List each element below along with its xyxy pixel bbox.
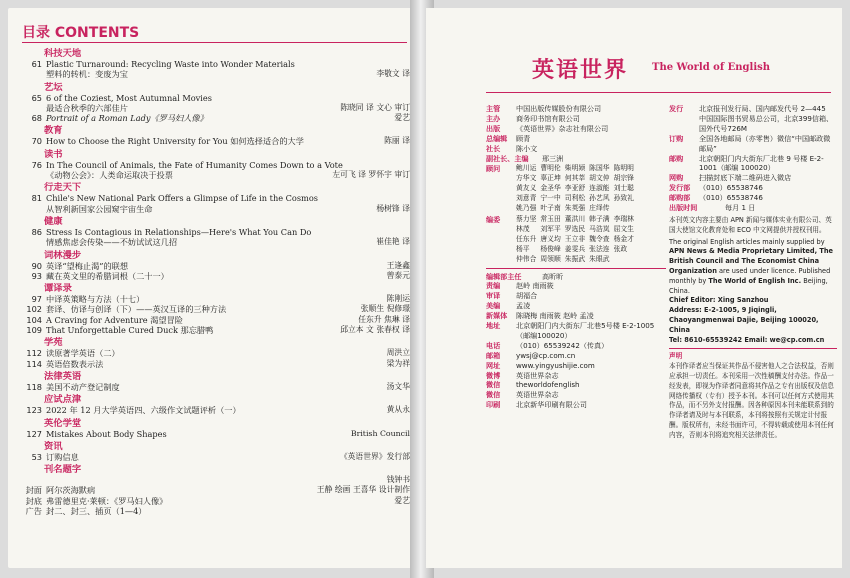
page-number: 53 xyxy=(31,451,42,462)
page-number: 76 xyxy=(31,159,42,170)
article-credit: 汤文华 xyxy=(386,381,410,391)
toc-entry[interactable] xyxy=(22,136,410,146)
person-name: 胡文仲 xyxy=(589,174,610,183)
article-credit: 爱艺 xyxy=(394,113,410,123)
article-title: Chile's New National Park Offers a Glimpse of Life in the Cosmos xyxy=(46,193,318,204)
person-name: 陈国华 xyxy=(589,164,610,173)
toc-entry[interactable] xyxy=(22,325,410,335)
person-name: 周领顺 xyxy=(540,254,561,263)
toc-entry[interactable] xyxy=(22,227,410,248)
distribution-row: 发行部 （010）65538746 xyxy=(669,183,763,193)
article-title: That Unforgettable Cured Duck 那忘腊鸭 xyxy=(46,325,214,336)
person-name: 王立非 xyxy=(564,234,586,243)
person-name: 朱英强 xyxy=(564,204,586,213)
article-title: 读原著学英语（二） xyxy=(46,348,120,359)
page-number: 118 xyxy=(26,381,42,392)
page-number xyxy=(22,475,46,485)
article-title: 中译英策略与方法（十七） xyxy=(46,294,145,305)
page-number: 封底 xyxy=(25,495,42,506)
page-number: 90 xyxy=(31,260,42,271)
distribution-row: 中国国际图书贸易总公司，北京399信箱、国外代号726M xyxy=(699,113,834,133)
page-number: 81 xyxy=(31,193,42,204)
article-title: Plastic Turnaround: Recycling Waste into Wonder Materials xyxy=(46,59,295,69)
staff-row: 邮箱 ywsj@cp.com.cn xyxy=(486,350,576,360)
masthead-row: 总编辑 顾青 xyxy=(486,133,531,143)
staff-row: 微信 英语世界杂志 xyxy=(486,390,559,400)
staff-row: 微博 英语世界杂志 xyxy=(486,370,559,380)
staff-row: 责编 赵岭 南雨筱 xyxy=(486,281,554,291)
page-number: 127 xyxy=(26,428,42,439)
masthead-row: 社长 陈小文 xyxy=(486,143,538,153)
section-heading: 法律英语 xyxy=(44,370,82,382)
person-name: 董洪川 xyxy=(564,214,586,223)
toc-entry[interactable] xyxy=(22,93,410,114)
article-credit: 陈丽 译 xyxy=(384,136,410,146)
person-name: 仲伟合 xyxy=(516,254,537,263)
masthead-right-column xyxy=(669,104,837,441)
article-title: 订购信息 xyxy=(46,451,79,462)
staff-row: 电话 （010）65539242（传真） xyxy=(486,340,609,350)
staff-row: 微信 theworldofenglish xyxy=(486,380,580,390)
person-name: 罗选民 xyxy=(564,224,586,233)
distribution-row: 发行 北京报刊发行局、国内邮发代号 2—445 xyxy=(669,104,826,113)
article-credit: 陈晓同 译 文心 审订 xyxy=(340,102,410,112)
section-heading: 谭译录 xyxy=(44,283,72,295)
article-title: 6 of the Coziest, Most Autumnal Movies xyxy=(46,92,212,103)
person-name: 连淑能 xyxy=(589,184,610,193)
person-name: 刘意青 xyxy=(516,194,537,203)
editors-list: 编委 蔡力坚 常玉田 董洪川 韩子满 李瑞林 林茂 刘军平 罗选民 马浩岚 屈文生 任东升 唐义均 王立非 魏令查 杨金才 杨平 杨俊峰 姜雯兵 张法连 张政 仲伟合 周领顺 朱振武 朱眼武 xyxy=(486,214,634,263)
article-title: 2022 年 12 月大学英语四、六级作文试题评析（一） xyxy=(46,405,241,416)
article-credit: 梁为祥 xyxy=(386,358,410,368)
toc-entry[interactable] xyxy=(22,475,410,485)
toc-entry[interactable] xyxy=(22,160,410,181)
person-name: 姜雯兵 xyxy=(564,244,586,253)
article-credit: 曾泰元 xyxy=(386,270,410,280)
article-title: 情感焦虑会传染——不妨试试这几招 xyxy=(46,237,178,248)
page-number: 广告 xyxy=(25,506,42,517)
person-name: 刘士聪 xyxy=(613,184,634,193)
person-name: 杨金才 xyxy=(613,234,634,243)
logo-divider xyxy=(486,92,831,93)
page-number: 102 xyxy=(26,304,42,315)
person-name: 庄绎传 xyxy=(589,204,610,213)
person-name: 辜正坤 xyxy=(540,174,561,183)
article-credit: 杨树锋 译 xyxy=(376,203,410,213)
content-source-notice-cn: 本刊英文内容主要由 APN 新闻与媒体实业有限公司、英国大使馆文化教育处和 ECO 中文网提供并授权刊用。 xyxy=(669,215,832,234)
article-title: In The Council of Animals, the Fate of Humanity Comes Down to a Vote xyxy=(46,159,343,170)
article-credit: 崔佳艳 译 xyxy=(376,237,410,247)
page-number: 68 xyxy=(31,113,42,124)
english-contact: Tel: 8610-65539242 Email: we@cp.com.cn xyxy=(669,335,825,344)
person-name: 司利松 xyxy=(564,194,586,203)
toc-entry[interactable] xyxy=(22,59,410,80)
statement-label: 声明 xyxy=(669,352,683,361)
section-heading: 刊名题字 xyxy=(44,464,82,476)
magazine-logo: 英语世界 xyxy=(532,57,629,83)
person-name: 曹明伦 xyxy=(540,164,561,173)
article-title: 最适合秋季的六部佳片 xyxy=(46,102,128,113)
person-name: 方华文 xyxy=(516,174,537,183)
page-number: 93 xyxy=(31,270,42,281)
person-name: 黄友义 xyxy=(516,184,537,193)
chief-editor: Chief Editor: Xing Sanzhou xyxy=(669,296,769,305)
article-credit: 王逢鑫 xyxy=(386,260,410,270)
article-credit: 黄从永 xyxy=(386,405,410,415)
article-title: 套译、仿译与创译（下）——英汉互译的三种方法 xyxy=(46,304,227,315)
contents-title: 目录 CONTENTS xyxy=(22,25,140,41)
table-of-contents xyxy=(22,46,410,516)
person-name: 任东升 xyxy=(516,234,537,243)
article-credit: 陈刚运 xyxy=(386,294,410,304)
toc-entry[interactable] xyxy=(22,452,410,462)
section-heading: 教育 xyxy=(44,125,63,137)
distribution-row: 订购 全国各地邮局（亦零售）微信“中国邮政微邮局” xyxy=(669,133,831,153)
page-number: 86 xyxy=(31,226,42,237)
distribution-row: 邮购 北京朝阳门内大街东厂北巷 9 号楼 E-2-1001（邮编 100020） xyxy=(669,153,824,173)
person-name: 姚乃强 xyxy=(516,204,537,213)
page-number: 112 xyxy=(26,348,42,359)
article-credit: 王静 绘画 王喜华 设计制作 xyxy=(316,485,410,495)
toc-entry[interactable] xyxy=(22,261,410,271)
person-name: 蔡力坚 xyxy=(516,214,537,223)
distribution-row: 出版时间 每月 1 日 xyxy=(669,203,756,213)
section-heading: 资讯 xyxy=(44,440,63,452)
person-name: 柴明颎 xyxy=(564,164,586,173)
toc-entry[interactable] xyxy=(22,506,410,516)
article-title: 英译“望梅止渴”的联想 xyxy=(46,260,129,271)
staff-row: 网址 www.yingyushijie.com xyxy=(486,360,595,370)
article-title: 英语倍数表示法 xyxy=(46,358,104,369)
person-name: 马浩岚 xyxy=(589,224,610,233)
person-name: 朱振武 xyxy=(564,254,586,263)
toc-entry[interactable] xyxy=(22,193,410,214)
page-number: 封面 xyxy=(25,485,42,496)
toc-entry[interactable] xyxy=(22,382,410,392)
page-number: 109 xyxy=(26,325,42,336)
article-title: 从智利新国家公园窥宇宙生命 xyxy=(46,203,153,214)
staff-row: 美编 孟凌 xyxy=(486,301,531,311)
article-credit: British Council xyxy=(350,428,410,438)
page-number: 104 xyxy=(26,314,42,325)
article-title: 塑料的转机：变废为宝 xyxy=(46,69,128,80)
distribution-row: 邮购部 （010）65538746 xyxy=(669,193,763,203)
article-credit: 邱立本 文 张春权 译 xyxy=(340,325,410,335)
person-name: 李瑞林 xyxy=(613,214,634,223)
masthead-row: 出版 《英语世界》杂志社有限公司 xyxy=(486,123,609,133)
toc-entry[interactable] xyxy=(22,113,410,123)
staff-row: 新媒体 陈晓梅 南雨筱 赵岭 孟凌 xyxy=(486,311,594,321)
contents-page xyxy=(8,8,416,568)
section-heading: 学苑 xyxy=(44,337,63,349)
toc-entry[interactable] xyxy=(22,348,410,358)
person-name: 刘军平 xyxy=(540,224,561,233)
person-name: 宁一中 xyxy=(540,194,561,203)
person-name: 叶子南 xyxy=(540,204,561,213)
person-name: 朱眼武 xyxy=(589,254,610,263)
person-name: 杨平 xyxy=(516,244,530,253)
toc-entry[interactable] xyxy=(22,496,410,506)
person-name: 陈明明 xyxy=(613,164,634,173)
section-heading: 科技天地 xyxy=(44,48,82,59)
article-credit: 左可飞 译 罗怀宇 审订 xyxy=(332,170,410,180)
toc-entry[interactable] xyxy=(22,485,410,495)
content-source-notice-en: The original English articles mainly supplied by APN News & Media Proprietary Limited, The British Council and The Economist China Organization are used under licence. Published monthly by The World of English Inc. Beijing, China. xyxy=(669,237,834,295)
article-title: Portrait of a Roman Lady《罗马妇人像》 xyxy=(46,113,208,124)
section-heading: 英伦学堂 xyxy=(44,417,82,429)
masthead-row: 主管 中国出版传媒股份有限公司 xyxy=(486,104,602,113)
section-heading: 艺坛 xyxy=(44,81,63,93)
section-heading: 应试点津 xyxy=(44,394,82,406)
masthead-left-column xyxy=(486,104,666,410)
page-number: 61 xyxy=(31,59,42,69)
staff-row: 编辑部主任 高昕昕 xyxy=(486,271,564,281)
toc-entry[interactable] xyxy=(22,359,410,369)
person-name: 韩子满 xyxy=(589,214,610,223)
page-number: 97 xyxy=(31,294,42,305)
toc-entry[interactable] xyxy=(22,304,410,314)
title-divider xyxy=(22,42,407,43)
article-credit: 张顺生 倪修璟 xyxy=(360,304,410,314)
article-title: A Craving for Adventure 渴望冒险 xyxy=(46,314,183,325)
article-title: 《动物公会》：人类命运取决于投票 xyxy=(46,170,173,181)
person-name: 张政 xyxy=(613,244,628,253)
person-name: 张法连 xyxy=(589,244,610,253)
article-title: Mistakes About Body Shapes xyxy=(46,428,167,439)
page-number: 114 xyxy=(26,358,42,369)
masthead-row: 副社长、主编 邢三洲 xyxy=(486,153,564,163)
toc-entry[interactable] xyxy=(22,405,410,415)
section-heading: 词林漫步 xyxy=(44,249,82,261)
person-name: 魏令查 xyxy=(589,234,610,243)
article-title: 藏在英文里的希腊词根（二十一） xyxy=(46,270,169,281)
article-credit: 任东升 焦琳 译 xyxy=(358,314,410,324)
article-credit: 周洪立 xyxy=(386,348,410,358)
toc-entry[interactable] xyxy=(22,271,410,281)
person-name: 屈文生 xyxy=(613,224,634,233)
person-name: 孙致礼 xyxy=(613,194,634,203)
article-credit: 《英语世界》发行部 xyxy=(339,451,410,461)
person-name: 林茂 xyxy=(516,224,530,233)
article-title: 封二、封三、插页（1—4） xyxy=(46,506,147,517)
person-name: 孙艺风 xyxy=(589,194,610,203)
distribution-row: 网购 扫描封底下端二维码进入微店 xyxy=(669,173,792,183)
toc-entry[interactable] xyxy=(22,294,410,304)
english-address: Address: E-2-1005, 9 Jiqingli, Chaoyangmenwai Dajie, Beijing 100020, China xyxy=(669,306,819,334)
page-number: 70 xyxy=(31,136,42,147)
article-title: 美国不动产登记制度 xyxy=(46,381,120,392)
section-heading: 读书 xyxy=(44,148,63,160)
person-name: 常玉田 xyxy=(540,214,561,223)
person-name: 胡宗锋 xyxy=(613,174,634,183)
magazine-logo-english: The World of English xyxy=(652,62,771,73)
person-name: 杨俊峰 xyxy=(540,244,561,253)
staff-row: 印刷 北京新华印刷有限公司 xyxy=(486,400,587,410)
masthead-page xyxy=(426,8,842,568)
advisors-list: 顾问 鲍川运 曹明伦 柴明颎 陈国华 陈明明 方华文 辜正坤 何其莘 胡文仲 胡宗锋 黄友义 金圣华 李亚舒 连淑能 刘士聪 刘意青 宁一中 司利松 孙艺风 孙致礼 姚乃强 叶子南 朱英强 庄绎传 xyxy=(486,164,634,213)
person-name: 金圣华 xyxy=(540,184,561,193)
person-name: 何其莘 xyxy=(564,174,586,183)
person-name: 唐义均 xyxy=(540,234,561,243)
article-title: 阿尔茨海默病 xyxy=(46,485,96,496)
section-heading: 行走天下 xyxy=(44,182,82,194)
staff-row: 地址 北京朝阳门内大街东厂北巷5号楼 E-2-1005（邮编100020） xyxy=(486,321,655,340)
article-title: Stress Is Contagious in Relationships—Here's What You Can Do xyxy=(46,226,312,237)
article-title: 弗雷德里克·莱顿：《罗马妇人像》 xyxy=(46,495,168,506)
article-credit: 李敬文 译 xyxy=(376,69,410,79)
article-credit: 爱艺 xyxy=(394,495,410,505)
section-heading: 健康 xyxy=(44,215,63,227)
page-number: 65 xyxy=(31,92,42,103)
masthead-row: 主办 商务印书馆有限公司 xyxy=(486,113,580,123)
article-title: How to Choose the Right University for You 如何选择适合的大学 xyxy=(46,136,304,147)
article-credit: 钱钟书 xyxy=(386,475,410,485)
toc-entry[interactable] xyxy=(22,429,410,439)
staff-row: 审译 胡福合 xyxy=(486,291,538,301)
page-number: 123 xyxy=(26,405,42,416)
toc-entry[interactable] xyxy=(22,315,410,325)
statement-text: 本刊作译者应当保证其作品不侵害他人之合法权益，否则应承担一切责任。本刊采用一次性稿酬支付办法。作品一经发表，即视为作译者同意将其作品之专有出版权及信息网络传播权（专有）授予本刊。本刊可以任何方式使用其作品，而不另外支付报酬。因各种原因本刊未能联系到的作译者请及时与本刊联系，本刊将按照有关规定计付报酬。版权所有，未经书面许可，不得转载或使用本刊任何内容，否则本刊将追究相关法律责任。 xyxy=(669,362,834,439)
person-name: 鲍川运 xyxy=(516,164,537,173)
person-name: 李亚舒 xyxy=(564,184,586,193)
